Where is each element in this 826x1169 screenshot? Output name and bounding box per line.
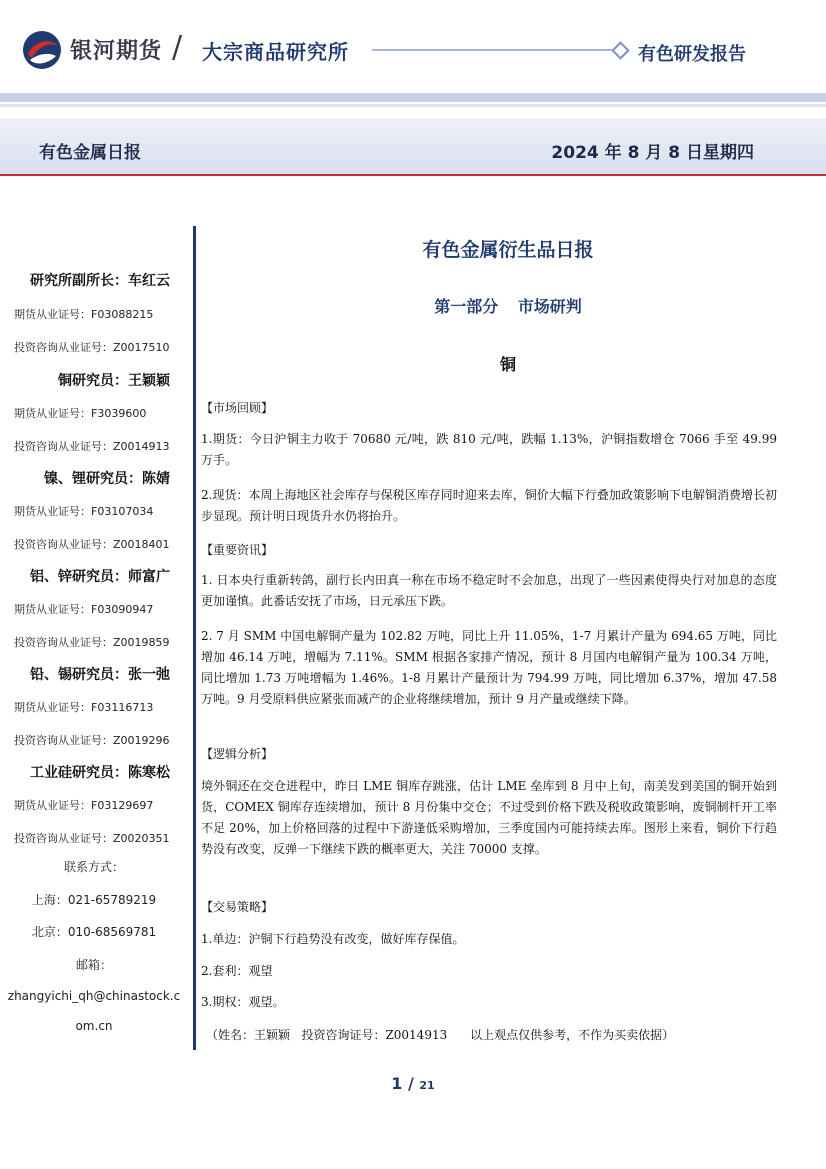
header-stripe-thin: [0, 104, 826, 107]
analyst-disclaimer: （姓名：王颖颖 投资咨询证号：Z0014913 以上观点仅供参考，不作为买卖依据）: [206, 1028, 675, 1042]
review-futures: 1.期货：今日沪铜主力收于 70680 元/吨，跌 810 元/吨，跌幅 1.13%，沪铜指数增仓 7066 手至 49.99 万手。: [201, 432, 777, 467]
report-name: 有色金属日报: [39, 143, 141, 163]
analyst-role: 铝、锌研究员：师富广: [30, 569, 170, 585]
review-spot: 2.现货：本周上海地区社会库存与保税区库存同时迎来去库，铜价大幅下行叠加政策影响下电解铜消费增长初步显现。预计明日现货升水仍将抬升。: [201, 488, 777, 523]
consult-license: 投资咨询从业证号：Z0019296: [14, 734, 170, 747]
analyst-block: [0, 270, 188, 355]
news-item: 1. 日本央行重新转鸽，副行长内田真一称在市场不稳定时不会加息，出现了一些因素使得央行对加息的态度更加谨慎。此番话安抚了市场，日元承压下跌。: [201, 573, 777, 608]
futures-license: 期货从业证号：F03116713: [14, 701, 154, 714]
report-type: 有色研发报告: [638, 44, 746, 65]
news-item: 2. 7 月 SMM 中国电解铜产量为 102.82 万吨，同比上升 11.05%，1-7 月累计产量为 694.65 万吨，同比增加 46.14 万吨，增幅为 7.11%。SMM 根据各家排产情况，预计 8 月国内电解铜产量为 100.34 万吨，同比增加 1.73 万吨增幅为 1.46%。1-8 月累计产量预计为 794.99 万吨，同比增加 6.37%，增加 47.58 万吨。9 月受原料供应紧张而减产的企业将继续增加，预计 9 月产量或继续下降。: [201, 629, 777, 706]
analyst-role: 铜研究员：王颖颖: [58, 373, 170, 389]
document-title: 有色金属衍生品日报: [422, 239, 594, 261]
page-number: 1 / 21: [391, 1074, 435, 1093]
futures-license: 期货从业证号：F3039600: [14, 407, 147, 420]
futures-license: 期货从业证号：F03090947: [14, 603, 154, 616]
section-strategy: 【交易策略】: [201, 900, 274, 914]
contact-shanghai: 上海：021-65789219: [31, 893, 157, 907]
consult-license: 投资咨询从业证号：Z0019859: [14, 636, 170, 649]
contact-title: 联系方式：: [63, 860, 124, 874]
top-banner: [0, 0, 826, 96]
part-title: 第一部分 市场研判: [434, 297, 582, 316]
analyst-block: [0, 664, 188, 748]
report-date: 2024 年 8 月 8 日星期四: [551, 143, 754, 163]
futures-license: 期货从业证号：F03129697: [14, 799, 154, 812]
section-news: 【重要资讯】: [201, 543, 274, 557]
analyst-block: [0, 370, 188, 454]
metal-title: 铜: [499, 355, 516, 374]
logic-analysis: 境外铜还在交仓进程中，昨日 LME 铜库存跳涨，估计 LME 垒库到 8 月中上旬，南美发到美国的铜开始到货，COMEX 铜库存连续增加，预计 8 月份集中交仓；不过受到价格下跌及税收政策影响，废铜制杆开工率不足 20%，加上价格回落的过程中下游逢低采购增加，三季度国内可能持续去库。图形上来看，铜价下行趋势没有改变，反弹一下继续下跌的概率更大，关注 70000 支撑。: [201, 779, 777, 856]
contact-email-continued[interactable]: om.cn: [75, 1019, 113, 1033]
diamond-icon: [611, 41, 629, 59]
contact-email-label: 邮箱：: [75, 958, 112, 972]
strategy-item: 3.期权：观望。: [201, 995, 285, 1009]
institute-name: 大宗商品研究所: [202, 40, 349, 64]
galaxy-logo-icon: [22, 30, 62, 70]
header-stripe: [0, 93, 826, 102]
consult-license: 投资咨询从业证号：Z0020351: [14, 832, 170, 845]
consult-license: 投资咨询从业证号：Z0014913: [14, 440, 170, 453]
sidebar-divider: [193, 226, 196, 1050]
analyst-block: [0, 566, 188, 650]
title-underline: [0, 174, 826, 176]
analyst-block: [0, 762, 188, 846]
futures-license: 期货从业证号：F03088215: [14, 308, 154, 321]
contact-beijing: 北京：010-68569781: [31, 925, 157, 939]
strategy-item: 2.套利：观望: [201, 964, 273, 978]
analyst-role: 铅、锡研究员：张一弛: [30, 667, 170, 683]
brand-name: 银河期货: [70, 39, 163, 64]
analyst-role: 镍、锂研究员：陈婧: [44, 471, 170, 487]
consult-license: 投资咨询从业证号：Z0018401: [14, 538, 170, 551]
analyst-role: 工业硅研究员：陈寒松: [30, 765, 170, 781]
futures-license: 期货从业证号：F03107034: [14, 505, 154, 518]
section-market-review: 【市场回顾】: [201, 401, 274, 415]
analyst-role: 研究所副所长：车红云: [30, 273, 170, 289]
consult-license: 投资咨询从业证号：Z0017510: [14, 341, 170, 354]
contact-email[interactable]: zhangyichi_qh@chinastock.c: [7, 989, 181, 1003]
section-logic: 【逻辑分析】: [201, 747, 274, 761]
strategy-item: 1.单边：沪铜下行趋势没有改变，做好库存保值。: [201, 932, 465, 946]
brand-separator: /: [172, 30, 183, 65]
analyst-block: [0, 468, 188, 552]
banner-line: [372, 49, 618, 51]
